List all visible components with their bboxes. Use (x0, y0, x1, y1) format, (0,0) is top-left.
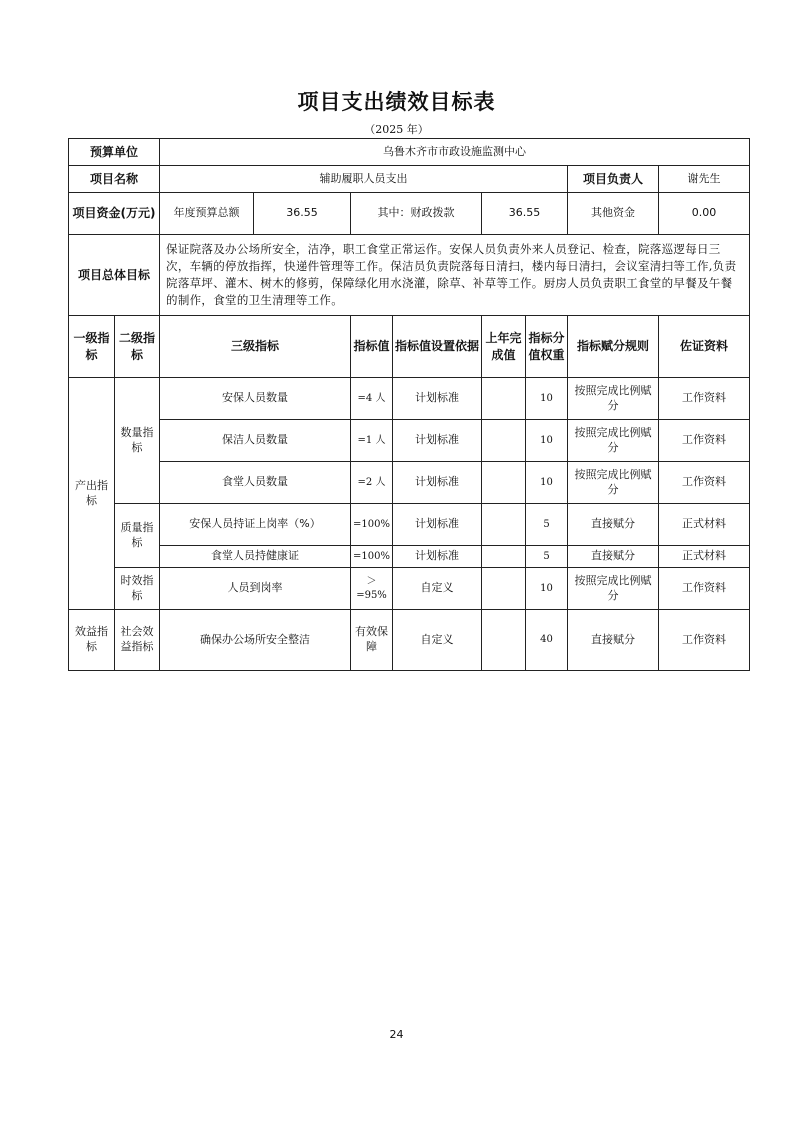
timeliness-indicator-group: 时效指标 (115, 568, 160, 610)
indicator-value: =2 人 (351, 462, 393, 504)
benefit-indicator-group: 效益指标 (69, 610, 115, 671)
project-name-label: 项目名称 (69, 166, 160, 193)
overall-goal-label: 项目总体目标 (69, 235, 160, 316)
indicator-name: 食堂人员持健康证 (160, 546, 351, 568)
project-owner-label: 项目负责人 (568, 166, 659, 193)
indicator-weight: 40 (526, 610, 568, 671)
year-label: （2025 年） (364, 123, 429, 136)
header-row (69, 316, 750, 378)
indicator-rule: 按照完成比例赋分 (568, 462, 659, 504)
indicator-last-year (482, 546, 526, 568)
quality-indicator-group: 质量指标 (115, 504, 160, 568)
indicator-last-year (482, 420, 526, 462)
indicator-name: 人员到岗率 (160, 568, 351, 610)
project-name-value: 辅助履职人员支出 (160, 166, 568, 193)
social-benefit-indicator-group: 社会效益指标 (115, 610, 160, 671)
page-title: 项目支出绩效目标表 (297, 90, 496, 114)
indicator-value: 有效保障 (351, 610, 393, 671)
indicator-basis: 自定义 (393, 568, 482, 610)
output-indicator-group: 产出指标 (69, 378, 115, 610)
header-evidence: 佐证资料 (659, 316, 750, 378)
table-row (69, 568, 750, 610)
indicator-evidence: 工作资料 (659, 462, 750, 504)
indicator-last-year (482, 610, 526, 671)
header-level3: 三级指标 (160, 316, 351, 378)
annual-budget-label: 年度预算总额 (160, 193, 254, 235)
other-funds-value: 0.00 (659, 193, 750, 235)
budget-unit-label: 预算单位 (69, 139, 160, 166)
header-value: 指标值 (351, 316, 393, 378)
table-row (69, 420, 750, 462)
indicator-weight: 10 (526, 420, 568, 462)
indicator-weight: 10 (526, 462, 568, 504)
indicator-weight: 10 (526, 378, 568, 420)
header-rule: 指标赋分规则 (568, 316, 659, 378)
indicator-basis: 计划标准 (393, 546, 482, 568)
indicator-weight: 10 (526, 568, 568, 610)
performance-table (68, 138, 750, 671)
funds-row (69, 193, 750, 235)
indicator-rule: 直接赋分 (568, 546, 659, 568)
indicator-weight: 5 (526, 504, 568, 546)
indicator-name: 确保办公场所安全整洁 (160, 610, 351, 671)
header-weight: 指标分值权重 (526, 316, 568, 378)
header-level2: 二级指标 (115, 316, 160, 378)
indicator-rule: 按照完成比例赋分 (568, 420, 659, 462)
indicator-basis: 计划标准 (393, 462, 482, 504)
indicator-value: =100% (351, 546, 393, 568)
indicator-basis: 计划标准 (393, 378, 482, 420)
indicator-basis: 计划标准 (393, 420, 482, 462)
indicator-rule: 按照完成比例赋分 (568, 378, 659, 420)
indicator-name: 保洁人员数量 (160, 420, 351, 462)
indicator-name: 食堂人员数量 (160, 462, 351, 504)
indicator-basis: 自定义 (393, 610, 482, 671)
indicator-rule: 直接赋分 (568, 610, 659, 671)
fiscal-allocation-label: 其中：财政拨款 (351, 193, 482, 235)
indicator-evidence: 工作资料 (659, 610, 750, 671)
indicator-last-year (482, 504, 526, 546)
indicator-evidence: 正式材料 (659, 546, 750, 568)
table-row (69, 546, 750, 568)
indicator-value: ＞=95% (351, 568, 393, 610)
budget-unit-row (69, 139, 750, 166)
indicator-evidence: 工作资料 (659, 568, 750, 610)
indicator-basis: 计划标准 (393, 504, 482, 546)
project-owner-value: 谢先生 (659, 166, 750, 193)
funds-label: 项目资金(万元) (69, 193, 160, 235)
indicator-value: =1 人 (351, 420, 393, 462)
indicator-name: 安保人员数量 (160, 378, 351, 420)
project-name-row (69, 166, 750, 193)
table-row (69, 610, 750, 671)
indicator-rule: 按照完成比例赋分 (568, 568, 659, 610)
indicator-evidence: 工作资料 (659, 420, 750, 462)
table-row (69, 504, 750, 546)
indicator-last-year (482, 378, 526, 420)
budget-unit-value: 乌鲁木齐市市政设施监测中心 (160, 139, 750, 166)
indicator-value: =100% (351, 504, 393, 546)
indicator-rule: 直接赋分 (568, 504, 659, 546)
indicator-last-year (482, 568, 526, 610)
fiscal-allocation-value: 36.55 (482, 193, 568, 235)
header-basis: 指标值设置依据 (393, 316, 482, 378)
other-funds-label: 其他资金 (568, 193, 659, 235)
quantity-indicator-group: 数量指标 (115, 378, 160, 504)
annual-budget-value: 36.55 (254, 193, 351, 235)
indicator-name: 安保人员持证上岗率（%） (160, 504, 351, 546)
indicator-evidence: 正式材料 (659, 504, 750, 546)
indicator-last-year (482, 462, 526, 504)
indicator-weight: 5 (526, 546, 568, 568)
table-row (69, 378, 750, 420)
overall-goal-text: 保证院落及办公场所安全，洁净，职工食堂正常运作。安保人员负责外来人员登记、检查，院落巡逻每日三次，车辆的停放指挥，快递件管理等工作。保洁员负责院落每日清扫，楼内每日清扫，会议室清扫等工作,负责院落草坪、灌木、树木的修剪，保障绿化用水浇灌，除草、补草等工作。厨房人员负责职工食堂的早餐及午餐的制作，食堂的卫生清理等工作。 (160, 235, 750, 316)
overall-goal-row (69, 235, 750, 316)
indicator-value: =4 人 (351, 378, 393, 420)
header-last-year: 上年完成值 (482, 316, 526, 378)
header-level1: 一级指标 (69, 316, 115, 378)
indicator-evidence: 工作资料 (659, 378, 750, 420)
table-row (69, 462, 750, 504)
page-number: 24 (389, 1028, 404, 1041)
